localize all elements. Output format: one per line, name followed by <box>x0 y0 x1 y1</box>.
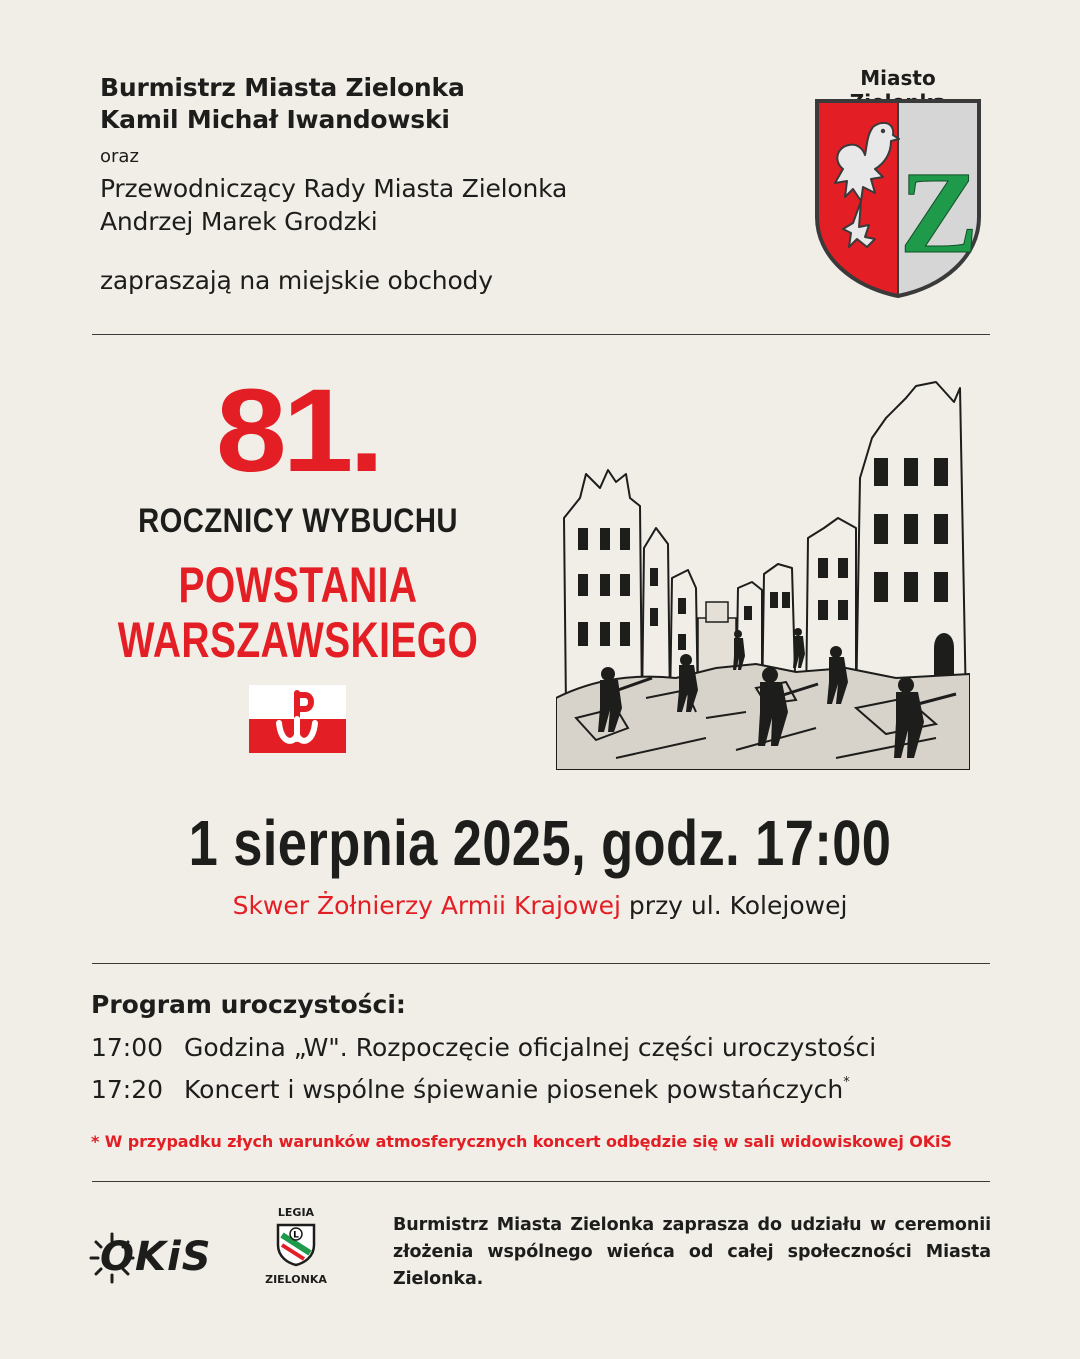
chair-name: Andrzej Marek Grodzki <box>100 207 378 236</box>
legia-letter: L <box>293 1230 299 1241</box>
city-crest-icon <box>813 97 983 299</box>
legia-shield-icon <box>274 1221 318 1267</box>
invite-text: zapraszają na miejskie obchody <box>100 266 493 295</box>
anniversary-line2: POWSTANIA <box>178 557 418 613</box>
place-street: przy ul. Kolejowej <box>620 891 848 920</box>
divider-top <box>92 334 990 335</box>
mayor-name: Kamil Michał Iwandowski <box>100 105 450 134</box>
mayor-title: Burmistrz Miasta Zielonka <box>100 73 465 102</box>
program-item-text: Godzina „W". Rozpoczęcie oficjalnej części uroczystości <box>184 1033 877 1062</box>
crest-title: Miasto <box>860 66 936 90</box>
legia-top-text: LEGIA <box>277 1206 315 1219</box>
program-item <box>91 1075 850 1104</box>
program-item-text: Koncert i wspólne śpiewanie piosenek powstańczych <box>184 1075 844 1104</box>
chair-title: Przewodniczący Rady Miasta Zielonka <box>100 174 568 203</box>
program-item <box>91 1033 876 1062</box>
program-title: Program uroczystości: <box>91 990 406 1019</box>
okis-logo-text: OKiS <box>100 1234 212 1280</box>
ruined-street-illustration <box>556 378 970 770</box>
weather-note: * W przypadku złych warunków atmosferycznych koncert odbędzie się w sali widowiskowej OKiS <box>91 1132 952 1151</box>
event-date: 1 sierpnia 2025, godz. 17:00 <box>188 807 892 879</box>
program-item-time: 17:20 <box>91 1075 164 1104</box>
okis-logo <box>88 1228 228 1288</box>
legia-bottom-text: ZIELONKA <box>265 1273 327 1286</box>
anniversary-number: 81. <box>215 365 381 497</box>
program-item-footnote-mark: * <box>843 1075 850 1090</box>
event-place <box>0 891 1080 920</box>
crest-letter: Z <box>899 147 979 278</box>
legia-logo <box>262 1206 330 1286</box>
anniversary-line1: ROCZNICY WYBUCHU <box>138 502 458 540</box>
divider-middle <box>92 963 990 964</box>
program-item-time: 17:00 <box>91 1033 164 1062</box>
and-text: oraz <box>100 146 139 167</box>
place-name: Skwer Żołnierzy Armii Krajowej <box>232 891 621 920</box>
polish-flag-anchor-icon <box>249 685 346 753</box>
anniversary-line3: WARSZAWSKIEGO <box>117 612 479 668</box>
divider-bottom <box>92 1181 990 1182</box>
wreath-invitation: Burmistrz Miasta Zielonka zaprasza do udziału w ceremonii złożenia wspólnego wieńca od całej społeczności Miasta Zielonka. <box>393 1215 991 1289</box>
